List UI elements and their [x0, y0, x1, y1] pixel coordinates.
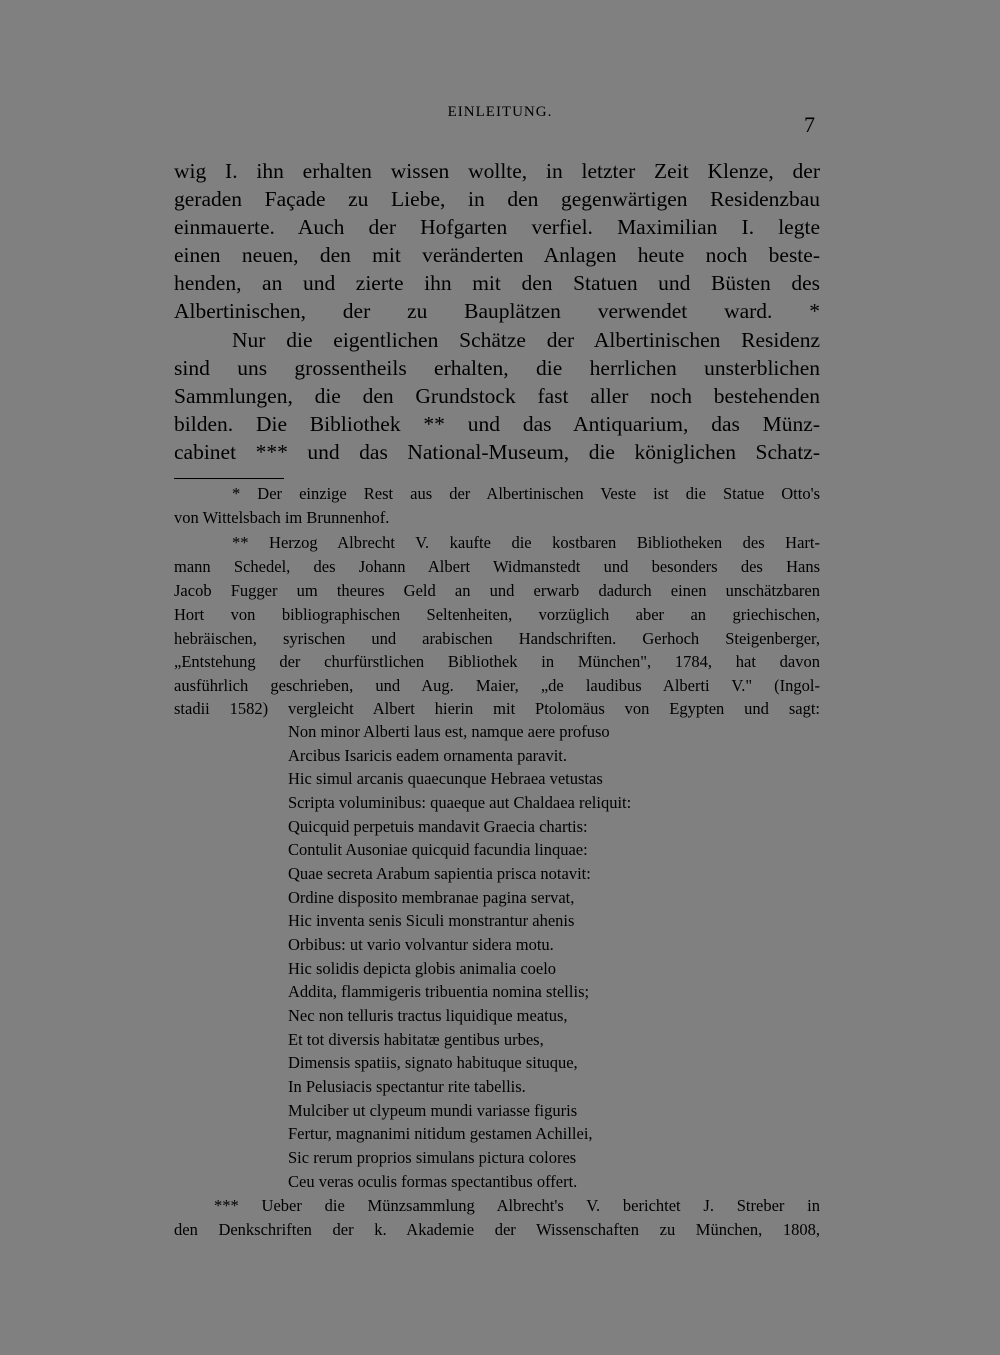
- verse-line: Non minor Alberti laus est, namque aere profuso: [288, 722, 610, 741]
- main-text-line: Albertinischen, der zu Bauplätzen verwendet ward. *: [174, 299, 820, 323]
- main-text-line: sind uns grossentheils erhalten, die herrlichen unsterblichen: [174, 356, 820, 380]
- verse-line: Orbibus: ut vario volvantur sidera motu.: [288, 935, 554, 954]
- verse-line: Quicquid perpetuis mandavit Graecia chartis:: [288, 817, 588, 836]
- verse-line: Nec non telluris tractus liquidique meatus,: [288, 1006, 568, 1025]
- main-text-line: Nur die eigentlichen Schätze der Albertinischen Residenz: [232, 328, 820, 352]
- footnote-line: *** Ueber die Münzsammlung Albrecht's V. berichtet J. Streber in: [214, 1196, 820, 1215]
- main-text-line: cabinet *** und das National-Museum, die königlichen Schatz-: [174, 440, 820, 464]
- footnote-line: Jacob Fugger um theures Geld an und erwarb dadurch einen unschätzbaren: [174, 581, 820, 600]
- main-text-line: wig I. ihn erhalten wissen wollte, in letzter Zeit Klenze, der: [174, 159, 820, 183]
- verse-line: Hic simul arcanis quaecunque Hebraea vetustas: [288, 769, 603, 788]
- verse-line: Arcibus Isaricis eadem ornamenta paravit.: [288, 746, 568, 765]
- footnote-line: stadii 1582) vergleicht Albert hierin mit Ptolomäus von Egypten und sagt:: [174, 699, 820, 718]
- running-head: EINLEITUNG.: [447, 104, 553, 120]
- main-text-line: einen neuen, den mit veränderten Anlagen heute noch beste-: [174, 243, 820, 267]
- footnote-line: „Entstehung der churfürstlichen Bibliothek in München", 1784, hat davon: [174, 652, 820, 671]
- verse-line: Quae secreta Arabum sapientia prisca notavit:: [288, 864, 591, 883]
- footnote-line: ** Herzog Albrecht V. kaufte die kostbaren Bibliotheken des Hart-: [232, 533, 820, 552]
- footnote-line: von Wittelsbach im Brunnenhof.: [174, 508, 390, 527]
- verse-line: Mulciber ut clypeum mundi variasse figuris: [288, 1101, 578, 1120]
- footnote-line: hebräischen, syrischen und arabischen Handschriften. Gerhoch Steigenberger,: [174, 629, 820, 648]
- verse-line: Contulit Ausoniae quicquid facundia linquae:: [288, 840, 588, 859]
- footnote-line: ausführlich geschrieben, und Aug. Maier, „de laudibus Alberti V." (Ingol-: [174, 676, 820, 695]
- main-text-line: geraden Façade zu Liebe, in den gegenwärtigen Residenzbau: [174, 187, 820, 211]
- footnote-line: Hort von bibliographischen Seltenheiten, vorzüglich aber an griechischen,: [174, 605, 820, 624]
- main-text-line: Sammlungen, die den Grundstock fast aller noch bestehenden: [174, 384, 820, 408]
- verse-line: Sic rerum proprios simulans pictura colores: [288, 1148, 577, 1167]
- verse-line: Hic solidis depicta globis animalia coelo: [288, 959, 557, 978]
- verse-line: In Pelusiacis spectantur rite tabellis.: [288, 1077, 526, 1096]
- page-number: 7: [804, 112, 815, 137]
- footnote-line: mann Schedel, des Johann Albert Widmanstedt und besonders des Hans: [174, 557, 820, 576]
- verse-line: Ceu veras oculis formas spectantibus offert.: [288, 1172, 578, 1191]
- verse-line: Hic inventa senis Siculi monstrantur ahenis: [288, 911, 575, 930]
- verse-line: Ordine disposito membranae pagina servat,: [288, 888, 575, 907]
- main-text-line: einmauerte. Auch der Hofgarten verfiel. Maximilian I. legte: [174, 215, 820, 239]
- verse-line: Dimensis spatiis, signato habituque situque,: [288, 1053, 578, 1072]
- verse-line: Addita, flammigeris tribuentia nomina stellis;: [288, 982, 590, 1001]
- verse-line: Et tot diversis habitatæ gentibus urbes,: [288, 1030, 544, 1049]
- footnote-line: den Denkschriften der k. Akademie der Wissenschaften zu München, 1808,: [174, 1220, 820, 1239]
- main-text-line: bilden. Die Bibliothek ** und das Antiquarium, das Münz-: [174, 412, 820, 436]
- footnote-line: * Der einzige Rest aus der Albertinischen Veste ist die Statue Otto's: [232, 484, 820, 503]
- verse-line: Scripta voluminibus: quaeque aut Chaldaea reliquit:: [288, 793, 632, 812]
- main-text-line: henden, an und zierte ihn mit den Statuen und Büsten des: [174, 271, 820, 295]
- verse-line: Fertur, magnanimi nitidum gestamen Achillei,: [288, 1124, 593, 1143]
- footnote-rule: [174, 478, 284, 479]
